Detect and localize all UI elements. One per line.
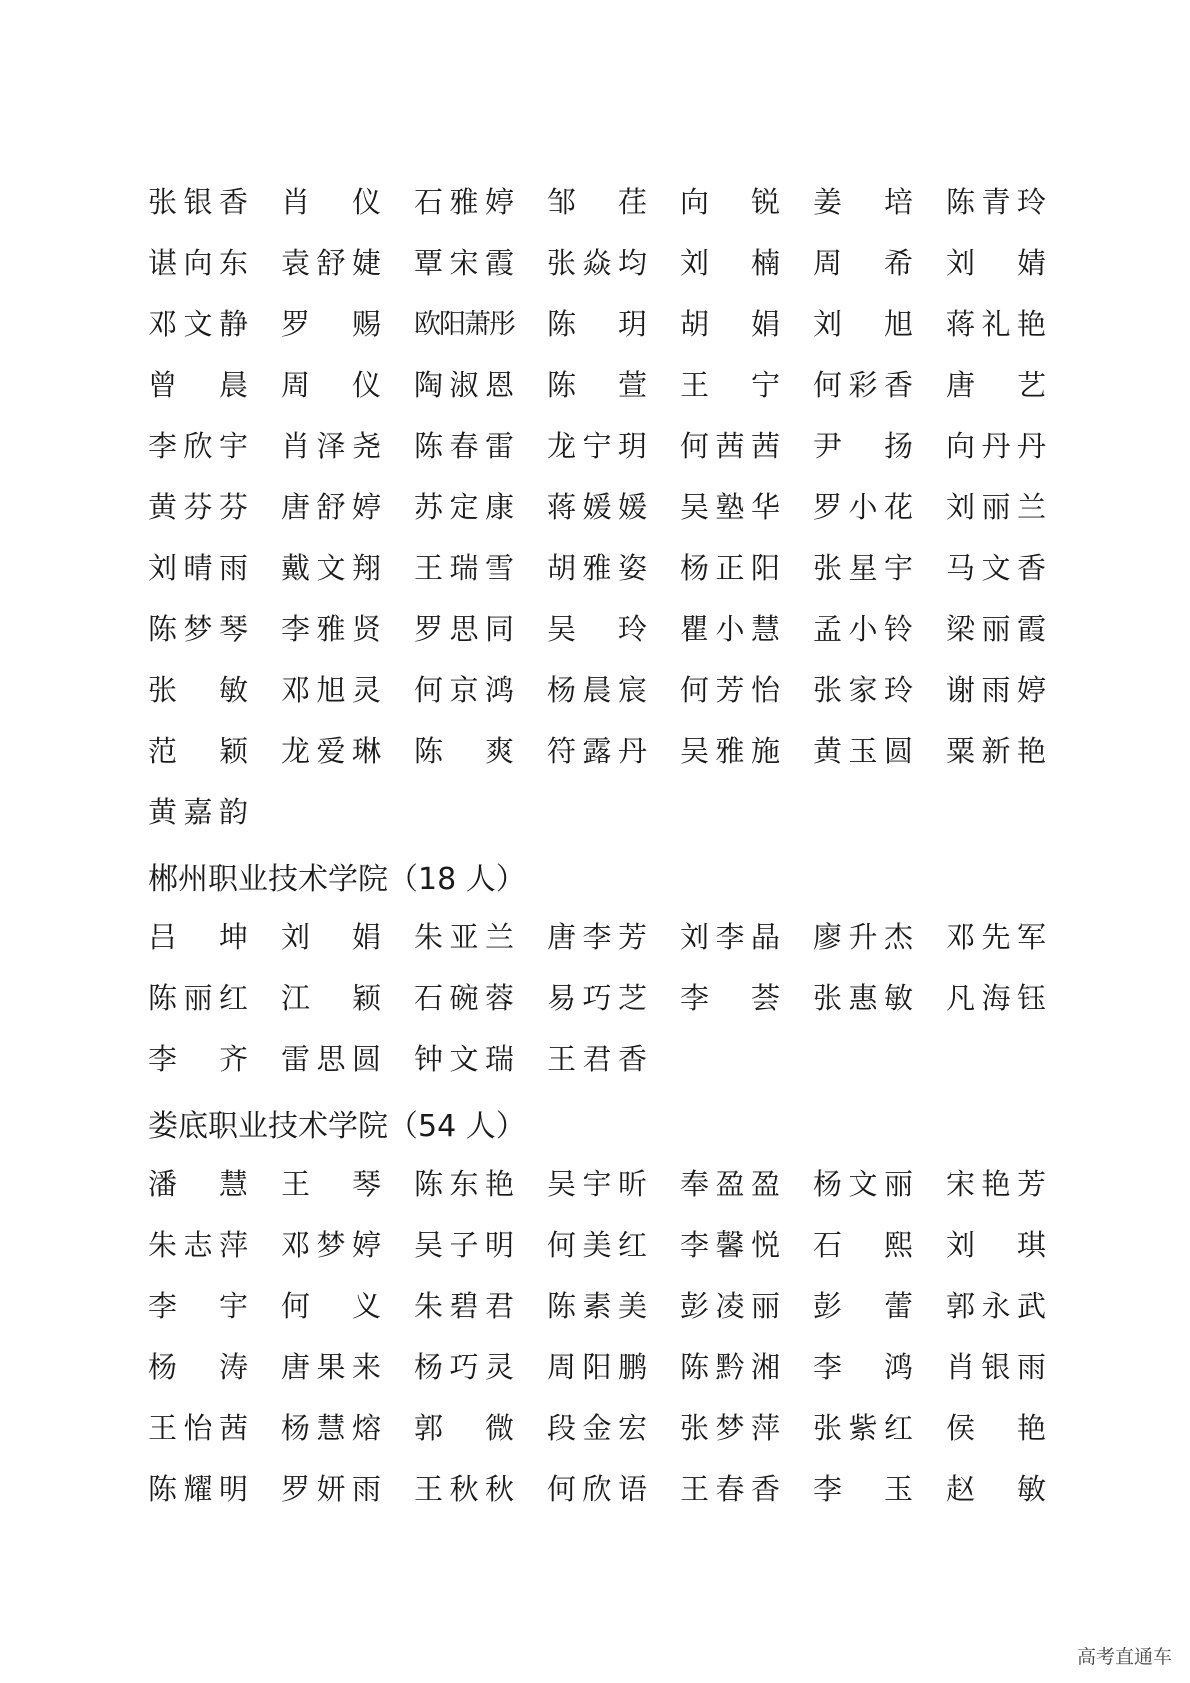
person-name: 欧 阳 萧 彤 [414, 309, 514, 340]
person-name: 梁 丽 霞 [946, 612, 1046, 646]
name-cell [680, 307, 813, 341]
person-name: 何 美 红 [547, 1228, 647, 1262]
person-name: 李 鸿 [813, 1350, 913, 1384]
name-cell [547, 612, 680, 646]
person-name: 向 丹 丹 [946, 429, 1046, 463]
name-cell [946, 1228, 1079, 1262]
name-cell [414, 1228, 547, 1262]
person-name: 彭 凌 丽 [680, 1289, 780, 1323]
name-cell [281, 1289, 414, 1323]
person-name: 尹 扬 [813, 429, 913, 463]
name-cell [813, 490, 946, 524]
person-name: 王 琴 [281, 1167, 381, 1201]
name-cell [946, 1289, 1079, 1323]
person-name: 朱 亚 兰 [414, 920, 514, 954]
person-name: 罗 思 同 [414, 612, 514, 646]
person-name: 杨 慧 熔 [281, 1411, 381, 1445]
name-row [148, 968, 1048, 1029]
person-name: 陈 黔 湘 [680, 1350, 780, 1384]
person-name: 侯 艳 [946, 1411, 1046, 1445]
person-name: 张 焱 均 [547, 246, 647, 280]
name-cell [281, 307, 414, 341]
name-cell [547, 307, 680, 341]
name-cell [281, 612, 414, 646]
person-name: 周 仪 [281, 368, 381, 402]
person-name: 宋 艳 芳 [946, 1167, 1046, 1201]
person-name: 王 瑞 雪 [414, 551, 514, 585]
person-name: 杨 涛 [148, 1350, 248, 1384]
person-name: 符 露 丹 [547, 734, 647, 768]
name-cell [547, 429, 680, 463]
person-name: 黄 芬 芬 [148, 490, 248, 524]
person-name: 陈 玥 [547, 307, 647, 341]
name-cell [148, 1167, 281, 1201]
name-cell [813, 307, 946, 341]
name-cell [148, 429, 281, 463]
name-cell [946, 612, 1079, 646]
person-name: 邹 荏 [547, 185, 647, 219]
person-name: 蒋 礼 艳 [946, 307, 1046, 341]
name-row [148, 355, 1048, 416]
name-cell [813, 246, 946, 280]
person-name: 王 君 香 [547, 1042, 647, 1076]
name-cell [148, 307, 281, 341]
person-name: 吴 子 明 [414, 1228, 514, 1262]
name-cell [547, 1228, 680, 1262]
name-cell [414, 981, 547, 1015]
name-cell [946, 981, 1079, 1015]
person-name: 戴 文 翔 [281, 551, 381, 585]
name-cell [547, 368, 680, 402]
name-cell [414, 551, 547, 585]
person-name: 周 希 [813, 246, 913, 280]
person-name: 袁 舒 婕 [281, 246, 381, 280]
person-name: 刘 娟 [281, 920, 381, 954]
name-cell [680, 1167, 813, 1201]
person-name: 郭 永 武 [946, 1289, 1046, 1323]
name-cell [148, 368, 281, 402]
name-cell [547, 981, 680, 1015]
person-name: 陈 春 雷 [414, 429, 514, 463]
person-name: 何 京 鸿 [414, 673, 514, 707]
name-cell [148, 1289, 281, 1323]
person-name: 陈 耀 明 [148, 1472, 248, 1506]
person-name: 张 梦 萍 [680, 1411, 780, 1445]
name-cell [414, 429, 547, 463]
name-cell [946, 307, 1079, 341]
person-name: 刘 晴 雨 [148, 551, 248, 585]
name-cell [281, 1350, 414, 1384]
person-name: 易 巧 芝 [547, 981, 647, 1015]
name-cell [946, 1350, 1079, 1384]
name-cell [414, 246, 547, 280]
name-cell [946, 246, 1079, 280]
person-name: 陈 青 玲 [946, 185, 1046, 219]
name-row [148, 1337, 1048, 1398]
person-name: 肖 银 雨 [946, 1350, 1046, 1384]
name-cell [414, 920, 547, 954]
name-row [148, 416, 1048, 477]
name-cell [813, 1472, 946, 1506]
person-name: 陈 爽 [414, 734, 514, 768]
name-cell [813, 673, 946, 707]
name-cell [281, 429, 414, 463]
person-name: 刘 琪 [946, 1228, 1046, 1262]
name-cell [946, 490, 1079, 524]
person-name: 李 宇 [148, 1289, 248, 1323]
name-row [148, 1459, 1048, 1520]
name-cell [148, 1411, 281, 1445]
name-cell [547, 1289, 680, 1323]
name-cell [414, 490, 547, 524]
section-3-names [148, 1154, 1048, 1520]
name-cell [813, 1411, 946, 1445]
name-cell [680, 1472, 813, 1506]
person-name: 苏 定 康 [414, 490, 514, 524]
person-name: 赵 敏 [946, 1472, 1046, 1506]
person-name: 肖 泽 尧 [281, 429, 381, 463]
person-name: 王 怡 茜 [148, 1411, 248, 1445]
name-cell [547, 551, 680, 585]
person-name: 马 文 香 [946, 551, 1046, 585]
name-cell [148, 1472, 281, 1506]
person-name: 刘 李 晶 [680, 920, 780, 954]
person-name: 刘 旭 [813, 307, 913, 341]
name-cell [414, 673, 547, 707]
person-name: 彭 蕾 [813, 1289, 913, 1323]
name-cell [813, 429, 946, 463]
name-cell [946, 920, 1079, 954]
name-cell [680, 368, 813, 402]
name-row [148, 907, 1048, 968]
person-name: 刘 婧 [946, 246, 1046, 280]
person-name: 李 齐 [148, 1042, 248, 1076]
name-cell [281, 1472, 414, 1506]
person-name: 雷 思 圆 [281, 1042, 381, 1076]
person-name: 孟 小 铃 [813, 612, 913, 646]
name-cell [946, 368, 1079, 402]
name-cell [680, 673, 813, 707]
name-cell [680, 551, 813, 585]
name-cell [680, 1350, 813, 1384]
person-name: 胡 娟 [680, 307, 780, 341]
name-cell [414, 368, 547, 402]
person-name: 肖 仪 [281, 185, 381, 219]
person-name: 杨 巧 灵 [414, 1350, 514, 1384]
person-name: 向 锐 [680, 185, 780, 219]
name-cell [813, 612, 946, 646]
name-cell [680, 1228, 813, 1262]
name-row [148, 233, 1048, 294]
name-cell [813, 1167, 946, 1201]
person-name: 陈 萱 [547, 368, 647, 402]
name-cell [148, 673, 281, 707]
person-name: 石 雅 婷 [414, 185, 514, 219]
name-cell [281, 1042, 414, 1076]
name-cell [946, 673, 1079, 707]
person-name: 奉 盈 盈 [680, 1167, 780, 1201]
name-cell [813, 734, 946, 768]
name-cell [281, 1167, 414, 1201]
name-cell [813, 185, 946, 219]
person-name: 胡 雅 姿 [547, 551, 647, 585]
person-name: 郭 微 [414, 1411, 514, 1445]
name-cell [547, 920, 680, 954]
name-cell [813, 1350, 946, 1384]
person-name: 石 碗 蓉 [414, 981, 514, 1015]
person-name: 何 欣 语 [547, 1472, 647, 1506]
person-name: 李 欣 宇 [148, 429, 248, 463]
name-cell [148, 734, 281, 768]
person-name: 王 春 香 [680, 1472, 780, 1506]
person-name: 邓 先 军 [946, 920, 1046, 954]
person-name: 石 熙 [813, 1228, 913, 1262]
person-name: 吕 坤 [148, 920, 248, 954]
name-row [148, 721, 1048, 782]
person-name: 邓 文 静 [148, 307, 248, 341]
name-row [148, 782, 1048, 843]
name-cell [813, 368, 946, 402]
name-cell [148, 1042, 281, 1076]
person-name: 李 雅 贤 [281, 612, 381, 646]
person-name: 何 芳 怡 [680, 673, 780, 707]
watermark-text: 高考直通车 [1076, 1646, 1172, 1668]
name-row [148, 599, 1048, 660]
name-cell [946, 1167, 1079, 1201]
person-name: 蒋 媛 媛 [547, 490, 647, 524]
person-name: 杨 晨 宸 [547, 673, 647, 707]
name-cell [148, 795, 281, 829]
name-cell [680, 612, 813, 646]
person-name: 段 金 宏 [547, 1411, 647, 1445]
name-cell [813, 920, 946, 954]
name-cell [680, 490, 813, 524]
person-name: 唐 舒 婷 [281, 490, 381, 524]
person-name: 瞿 小 慧 [680, 612, 780, 646]
person-name: 吴 宇 昕 [547, 1167, 647, 1201]
person-name: 江 颖 [281, 981, 381, 1015]
name-cell [148, 246, 281, 280]
name-cell [148, 185, 281, 219]
person-name: 刘 丽 兰 [946, 490, 1046, 524]
person-name: 李 荟 [680, 981, 780, 1015]
name-cell [281, 246, 414, 280]
name-cell [281, 185, 414, 219]
person-name: 谌 向 东 [148, 246, 248, 280]
section-heading-loudi: 娄底职业技术学院（54 人） [148, 1109, 526, 1144]
name-row [148, 538, 1048, 599]
name-cell [813, 1228, 946, 1262]
name-row [148, 1398, 1048, 1459]
person-name: 周 阳 鹏 [547, 1350, 647, 1384]
person-name: 陈 梦 琴 [148, 612, 248, 646]
person-name: 陈 东 艳 [414, 1167, 514, 1201]
person-name: 何 彩 香 [813, 368, 913, 402]
person-name: 何 义 [281, 1289, 381, 1323]
person-name: 张 银 香 [148, 185, 248, 219]
name-cell [148, 920, 281, 954]
person-name: 李 馨 悦 [680, 1228, 780, 1262]
person-name: 范 颖 [148, 734, 248, 768]
name-row [148, 294, 1048, 355]
person-name: 罗 妍 雨 [281, 1472, 381, 1506]
name-cell [281, 368, 414, 402]
person-name: 谢 雨 婷 [946, 673, 1046, 707]
name-row [148, 1276, 1048, 1337]
person-name: 罗 赐 [281, 307, 381, 341]
person-name: 罗 小 花 [813, 490, 913, 524]
name-cell [680, 981, 813, 1015]
name-row [148, 1029, 1048, 1090]
person-name: 陶 淑 恩 [414, 368, 514, 402]
person-name: 唐 艺 [946, 368, 1046, 402]
name-cell [547, 1042, 680, 1076]
name-cell [946, 551, 1079, 585]
name-cell [547, 1411, 680, 1445]
person-name: 张 惠 敏 [813, 981, 913, 1015]
name-cell [414, 612, 547, 646]
person-name: 陈 丽 红 [148, 981, 248, 1015]
person-name: 曾 晨 [148, 368, 248, 402]
name-row [148, 660, 1048, 721]
name-cell [148, 551, 281, 585]
name-cell [414, 1411, 547, 1445]
section-1-names [148, 172, 1048, 843]
person-name: 邓 梦 婷 [281, 1228, 381, 1262]
name-cell [414, 1289, 547, 1323]
name-cell [148, 490, 281, 524]
name-cell [414, 1042, 547, 1076]
name-row [148, 1154, 1048, 1215]
name-cell [148, 981, 281, 1015]
name-cell [414, 734, 547, 768]
name-cell [547, 1472, 680, 1506]
person-name: 黄 玉 圆 [813, 734, 913, 768]
person-name: 朱 志 萍 [148, 1228, 248, 1262]
name-cell [680, 185, 813, 219]
person-name: 廖 升 杰 [813, 920, 913, 954]
name-cell [547, 1350, 680, 1384]
person-name: 张 家 玲 [813, 673, 913, 707]
person-name: 王 秋 秋 [414, 1472, 514, 1506]
person-name: 杨 文 丽 [813, 1167, 913, 1201]
name-cell [680, 734, 813, 768]
person-name: 潘 慧 [148, 1167, 248, 1201]
name-cell [946, 1472, 1079, 1506]
person-name: 朱 碧 君 [414, 1289, 514, 1323]
name-cell [547, 1167, 680, 1201]
name-cell [680, 429, 813, 463]
name-cell [414, 1167, 547, 1201]
name-cell [813, 1289, 946, 1323]
name-cell [813, 981, 946, 1015]
name-cell [281, 734, 414, 768]
person-name: 李 玉 [813, 1472, 913, 1506]
person-name: 钟 文 瑞 [414, 1042, 514, 1076]
name-cell [946, 429, 1079, 463]
person-name: 唐 李 芳 [547, 920, 647, 954]
person-name: 邓 旭 灵 [281, 673, 381, 707]
name-cell [414, 311, 547, 338]
name-cell [281, 551, 414, 585]
person-name: 张 敏 [148, 673, 248, 707]
name-row [148, 477, 1048, 538]
name-cell [281, 920, 414, 954]
name-cell [946, 1411, 1079, 1445]
person-name: 杨 正 阳 [680, 551, 780, 585]
name-cell [148, 1350, 281, 1384]
name-cell [148, 612, 281, 646]
name-list-content [148, 172, 1048, 1520]
person-name: 刘 楠 [680, 246, 780, 280]
person-name: 王 宁 [680, 368, 780, 402]
person-name: 龙 宁 玥 [547, 429, 647, 463]
name-row [148, 1215, 1048, 1276]
person-name: 黄 嘉 韵 [148, 795, 248, 829]
name-cell [148, 1228, 281, 1262]
person-name: 何 茜 茜 [680, 429, 780, 463]
name-cell [680, 246, 813, 280]
name-cell [547, 673, 680, 707]
name-cell [281, 673, 414, 707]
name-cell [281, 1411, 414, 1445]
section-heading-chenzhou: 郴州职业技术学院（18 人） [148, 862, 526, 897]
person-name: 唐 果 来 [281, 1350, 381, 1384]
person-name: 吴 塾 华 [680, 490, 780, 524]
person-name: 吴 玲 [547, 612, 647, 646]
name-cell [680, 1411, 813, 1445]
person-name: 陈 素 美 [547, 1289, 647, 1323]
name-row [148, 172, 1048, 233]
person-name: 覃 宋 霞 [414, 246, 514, 280]
person-name: 张 星 宇 [813, 551, 913, 585]
name-cell [680, 920, 813, 954]
name-cell [946, 185, 1079, 219]
name-cell [680, 1289, 813, 1323]
name-cell [547, 185, 680, 219]
name-cell [547, 490, 680, 524]
name-cell [281, 490, 414, 524]
name-cell [547, 246, 680, 280]
person-name: 吴 雅 施 [680, 734, 780, 768]
person-name: 凡 海 钰 [946, 981, 1046, 1015]
name-cell [414, 1472, 547, 1506]
name-cell [414, 185, 547, 219]
person-name: 张 紫 红 [813, 1411, 913, 1445]
name-cell [281, 1228, 414, 1262]
person-name: 姜 培 [813, 185, 913, 219]
name-cell [813, 551, 946, 585]
section-2-names [148, 907, 1048, 1090]
person-name: 粟 新 艳 [946, 734, 1046, 768]
name-cell [281, 981, 414, 1015]
name-cell [946, 734, 1079, 768]
name-cell [547, 734, 680, 768]
name-cell [414, 1350, 547, 1384]
person-name: 龙 爱 琳 [281, 734, 381, 768]
